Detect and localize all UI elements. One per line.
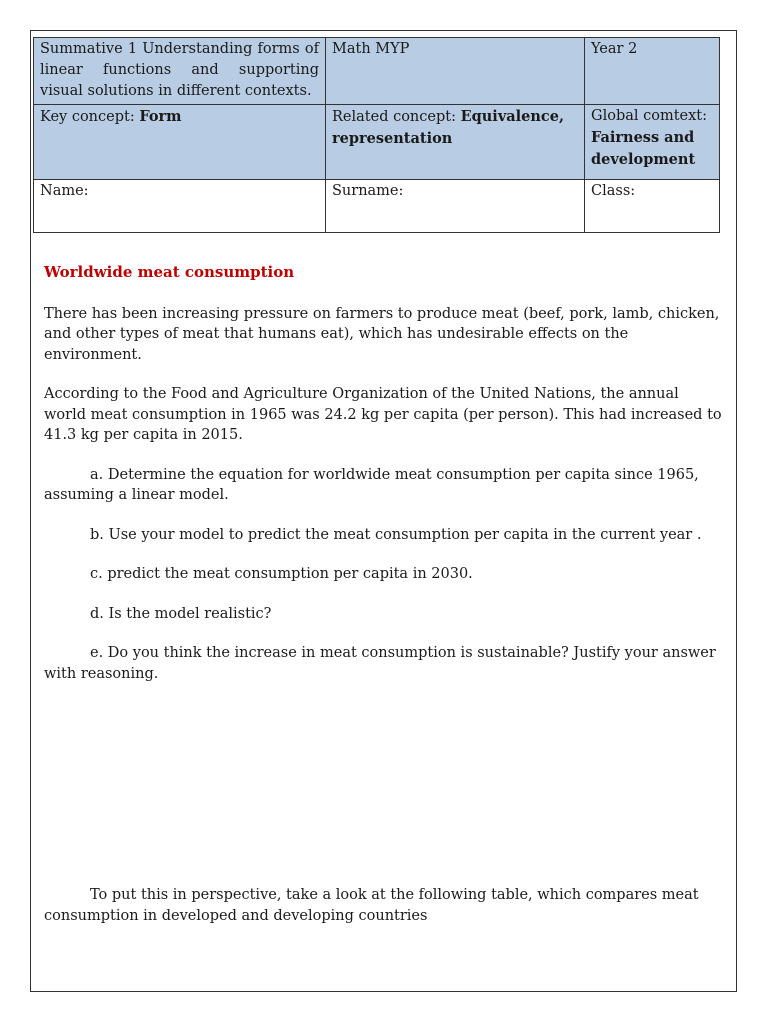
related-concept-value-1: Equivalence,	[460, 108, 565, 125]
fao-paragraph: According to the Food and Agriculture Organization of the United Nations, the annual world meat consumption in 1965 was 24.2 kg per capita (per person). This had increased to 41.3 kg per capita in 2015.	[44, 386, 722, 443]
question-b: b. Use your model to predict the meat consumption per capita in the current year .	[90, 526, 702, 543]
year-cell	[585, 38, 720, 105]
surname-label: Surname:	[332, 183, 404, 199]
global-context-cell	[585, 105, 720, 180]
header-row-title	[34, 38, 720, 105]
key-concept-value: Form	[139, 108, 182, 125]
question-a: a. Determine the equation for worldwide meat consumption per capita since 1965, assuming a linear model.	[44, 466, 699, 503]
global-context-value-2: development	[591, 151, 696, 168]
question-c: c. predict the meat consumption per capita in 2030.	[90, 566, 473, 582]
global-context-label: Global comtext:	[591, 108, 708, 124]
summative-title-cell	[34, 38, 326, 105]
section-heading: Worldwide meat consumption	[44, 263, 295, 281]
answer-space[interactable]	[44, 703, 724, 885]
class-label: Class:	[591, 183, 636, 199]
class-cell[interactable]	[585, 180, 720, 233]
closing-paragraph: To put this in perspective, take a look at the following table, which compares meat consumption in developed and developing countries	[44, 887, 699, 924]
name-cell[interactable]	[34, 180, 326, 233]
related-concept-value-2: representation	[332, 130, 453, 147]
intro-paragraph: There has been increasing pressure on farmers to produce meat (beef, pork, lamb, chicken, and other types of meat that humans eat), which has undesirable effects on the environment.	[44, 305, 720, 363]
key-concept-label: Key concept:	[40, 109, 140, 125]
subject-label: Math MYP	[332, 41, 410, 57]
key-concept-cell	[34, 105, 326, 180]
header-row-concepts	[34, 105, 720, 180]
header-row-student	[34, 180, 720, 233]
global-context-value-1: Fairness and	[591, 129, 695, 146]
subject-cell	[326, 38, 585, 105]
related-concept-label: Related concept:	[332, 109, 461, 125]
surname-cell[interactable]	[326, 180, 585, 233]
document-body	[44, 262, 724, 945]
related-concept-cell	[326, 105, 585, 180]
question-e: e. Do you think the increase in meat consumption is sustainable? Justify your answer with reasoning.	[44, 645, 716, 682]
name-label: Name:	[40, 183, 89, 199]
year-label: Year 2	[591, 41, 638, 57]
summative-title: Summative 1 Understanding forms of linear functions and supporting visual solutions in different contexts.	[40, 41, 319, 99]
header-table	[33, 37, 720, 233]
question-d: d. Is the model realistic?	[90, 605, 272, 622]
